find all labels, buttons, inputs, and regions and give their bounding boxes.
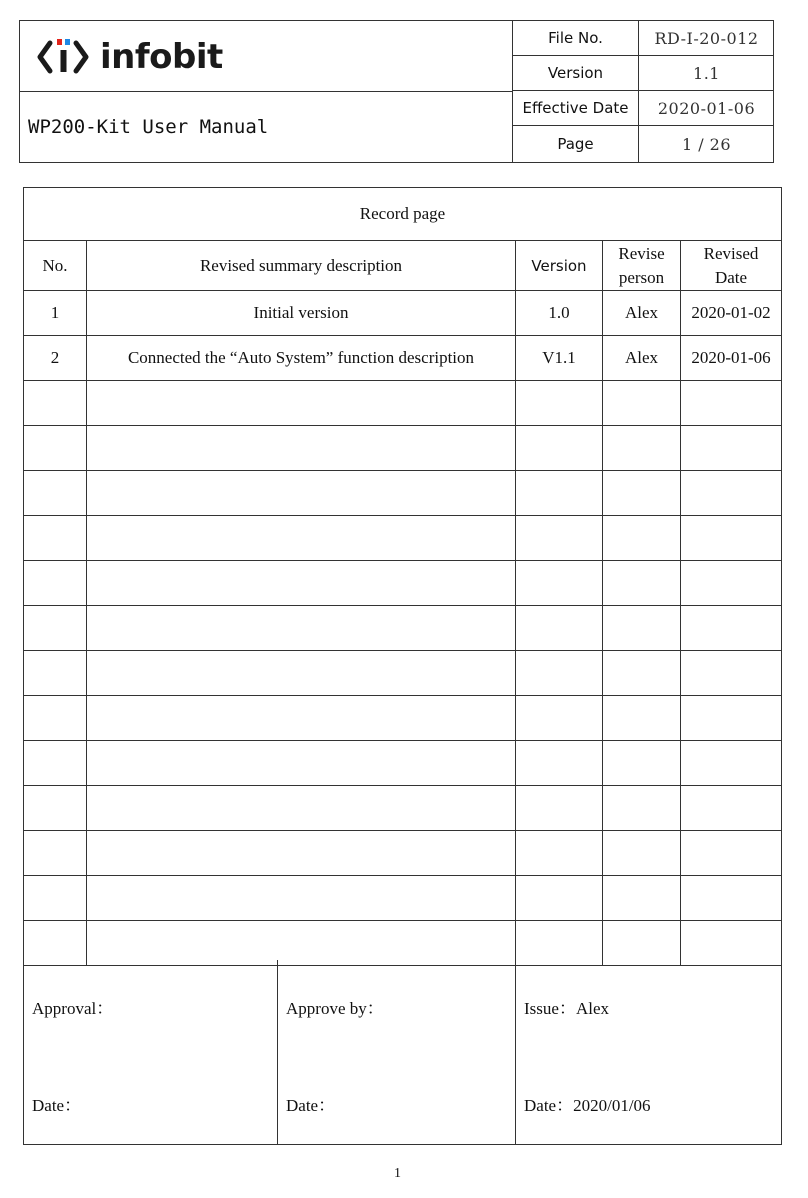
row-person [603, 606, 681, 650]
revision-row [24, 876, 781, 921]
row-person [603, 696, 681, 740]
row-summary [87, 471, 516, 515]
infobit-logo [36, 35, 223, 79]
row-date [681, 921, 781, 965]
row-version [516, 741, 603, 785]
record-title: Record page [24, 188, 781, 241]
revision-row [24, 606, 781, 651]
approval-date-label: Date： [32, 1096, 82, 1115]
row-date [681, 651, 781, 695]
row-version: V1.1 [516, 336, 603, 380]
row-date [681, 696, 781, 740]
row-person [603, 876, 681, 920]
row-person [603, 381, 681, 425]
row-summary: Initial version [87, 291, 516, 335]
row-no [24, 516, 87, 560]
approve-by-label: Approve by： [286, 999, 384, 1018]
row-no [24, 831, 87, 875]
document-header [19, 20, 774, 163]
row-no [24, 921, 87, 965]
row-version [516, 381, 603, 425]
row-date [681, 831, 781, 875]
row-no: 2 [24, 336, 87, 380]
row-person [603, 741, 681, 785]
row-summary [87, 921, 516, 965]
row-person [603, 516, 681, 560]
revision-row [24, 696, 781, 741]
row-date [681, 561, 781, 605]
revision-header-row [24, 241, 781, 291]
col-person-header [603, 241, 681, 290]
issue-cell [516, 960, 781, 1144]
row-person [603, 561, 681, 605]
title-cell [20, 92, 512, 162]
row-summary [87, 381, 516, 425]
approval-cell [24, 960, 278, 1144]
row-person [603, 651, 681, 695]
revision-row [24, 831, 781, 876]
row-summary [87, 876, 516, 920]
doc-title: WP200-Kit User Manual [28, 116, 269, 138]
row-date [681, 516, 781, 560]
row-version [516, 921, 603, 965]
row-version [516, 606, 603, 650]
row-version [516, 426, 603, 470]
row-person: Alex [603, 291, 681, 335]
revision-row [24, 426, 781, 471]
row-date [681, 471, 781, 515]
row-summary [87, 696, 516, 740]
approve-by-cell [278, 960, 516, 1144]
file-no-row [513, 21, 774, 56]
col-no-header: No. [24, 241, 87, 290]
row-version [516, 651, 603, 695]
revision-row [24, 651, 781, 696]
col-date-header-text: Revised Date [703, 243, 759, 287]
logo-cell [20, 21, 512, 92]
revision-grid [24, 241, 781, 966]
row-date [681, 606, 781, 650]
row-date: 2020-01-06 [691, 348, 771, 367]
row-date: 2020-01-02 [691, 303, 771, 322]
row-date [681, 741, 781, 785]
row-person [603, 426, 681, 470]
row-date [681, 786, 781, 830]
revision-row [24, 471, 781, 516]
col-version-header: Version [516, 241, 603, 290]
row-summary [87, 561, 516, 605]
revision-row [24, 786, 781, 831]
row-summary [87, 786, 516, 830]
row-summary [87, 741, 516, 785]
revision-row [24, 516, 781, 561]
row-version [516, 876, 603, 920]
row-date [681, 426, 781, 470]
effective-date-value: 2020-01-06 [657, 98, 756, 118]
revision-row [24, 336, 781, 381]
doc-meta-table [512, 21, 773, 162]
row-version [516, 696, 603, 740]
col-date-header [681, 241, 781, 290]
file-no-label: File No. [513, 21, 639, 55]
row-no [24, 786, 87, 830]
effective-date-label: Effective Date [513, 91, 639, 125]
row-version [516, 786, 603, 830]
row-person [603, 831, 681, 875]
issue-label: Issue：Alex [524, 999, 609, 1018]
page-number: 1 [394, 1166, 401, 1181]
row-no [24, 606, 87, 650]
row-summary [87, 516, 516, 560]
row-no [24, 471, 87, 515]
row-no [24, 426, 87, 470]
row-no [24, 741, 87, 785]
row-summary [87, 651, 516, 695]
row-person: Alex [603, 336, 681, 380]
page-row [513, 126, 774, 162]
row-version [516, 831, 603, 875]
row-date [681, 381, 781, 425]
effective-date-row [513, 91, 774, 126]
page-label: Page [513, 126, 639, 162]
row-no [24, 561, 87, 605]
row-no: 1 [24, 291, 87, 335]
row-person [603, 786, 681, 830]
row-person [603, 921, 681, 965]
approve-by-date-label: Date： [286, 1096, 336, 1115]
version-row [513, 56, 774, 91]
signature-section [24, 960, 781, 1144]
row-date [681, 876, 781, 920]
revision-row [24, 741, 781, 786]
approval-label: Approval： [32, 999, 114, 1018]
revision-row [24, 291, 781, 336]
row-version: 1.0 [516, 291, 603, 335]
file-no-value: RD-I-20-012 [654, 28, 759, 48]
logo-wordmark: infobit [100, 37, 223, 77]
row-version [516, 471, 603, 515]
record-table [23, 187, 782, 1145]
page-value: 1 / 26 [681, 134, 732, 154]
row-summary [87, 606, 516, 650]
row-no [24, 651, 87, 695]
row-summary [87, 426, 516, 470]
row-no [24, 696, 87, 740]
row-version [516, 516, 603, 560]
row-version [516, 561, 603, 605]
infobit-logo-mark-icon [36, 35, 102, 79]
row-summary [87, 831, 516, 875]
row-no [24, 381, 87, 425]
revision-row [24, 561, 781, 606]
version-label: Version [513, 56, 639, 90]
row-summary: Connected the “Auto System” function description [87, 336, 516, 380]
issue-date-label: Date：2020/01/06 [524, 1096, 651, 1115]
row-no [24, 876, 87, 920]
version-value: 1.1 [693, 63, 720, 83]
col-summary-header: Revised summary description [87, 241, 516, 290]
row-person [603, 471, 681, 515]
col-person-header-text: Revise person [618, 243, 665, 287]
revision-row [24, 381, 781, 426]
